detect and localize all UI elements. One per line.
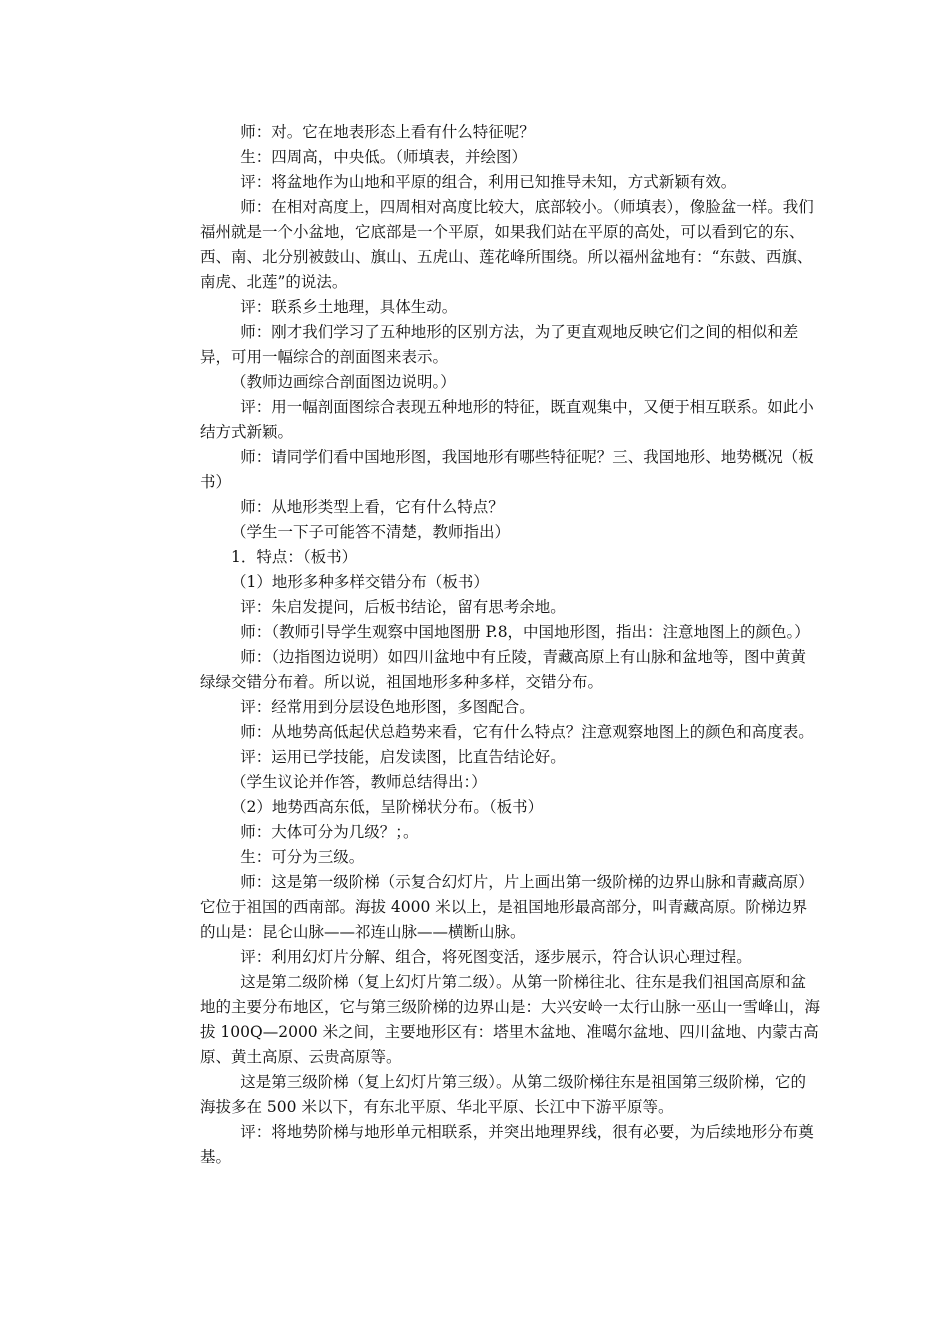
paragraph: 师：在相对高度上，四周相对高度比较大，底部较小。（师填表），像脸盆一样。我们福州就是一个小盆地，它底部是一个平原，如果我们站在平原的高处，可以看到它的东、西、南、北分别被鼓山、旗山、五虎山、莲花峰所围绕。所以福州盆地有：“东鼓、西旗、南虎、北莲”的说法。 [200, 198, 814, 291]
paragraph: 评：经常用到分层设色地形图，多图配合。 [240, 698, 535, 716]
paragraph: （1）地形多种多样交错分布（板书） [231, 573, 489, 591]
paragraph: （2）地势西高东低，呈阶梯状分布。（板书） [231, 798, 544, 816]
paragraph: 师：（边指图边说明）如四川盆地中有丘陵，青藏高原上有山脉和盆地等，图中黄黄绿绿交错分布着。所以说，祖国地形多种多样，交错分布。 [200, 648, 807, 691]
paragraph: 评：将盆地作为山地和平原的组合，利用已知推导未知，方式新颖有效。 [240, 173, 737, 191]
paragraph: 评：用一幅剖面图综合表现五种地形的特征，既直观集中，又便于相互联系。如此小结方式新颖。 [200, 398, 814, 441]
paragraph: 师：刚才我们学习了五种地形的区别方法，为了更直观地反映它们之间的相似和差异，可用一幅综合的剖面图来表示。 [200, 323, 799, 366]
paragraph: 师：大体可分为几级？；。 [240, 823, 419, 841]
paragraph: 师：（教师引导学生观察中国地图册 P.8，中国地形图，指出：注意地图上的颜色。） [240, 623, 810, 641]
paragraph: 1．特点：（板书） [231, 548, 358, 566]
paragraph: 评：朱启发提问，后板书结论，留有思考余地。 [240, 598, 566, 616]
paragraph: 师：从地形类型上看，它有什么特点？ [240, 498, 504, 516]
paragraph: 评：将地势阶梯与地形单元相联系，并突出地理界线，很有必要，为后续地形分布奠基。 [200, 1123, 814, 1166]
paragraph: 师：从地势高低起伏总趋势来看，它有什么特点？注意观察地图上的颜色和高度表。 [240, 723, 814, 741]
paragraph: 评：联系乡土地理，具体生动。 [240, 298, 458, 316]
paragraph: 生：可分为三级。 [240, 848, 365, 866]
paragraph: 这是第三级阶梯（复上幻灯片第三级）。从第二级阶梯往东是祖国第三级阶梯，它的海拔多在 500 米以下，有东北平原、华北平原、长江中下游平原等。 [200, 1073, 807, 1116]
paragraph: 这是第二级阶梯（复上幻灯片第二级）。从第一阶梯往北、往东是我们祖国高原和盆地的主要分布地区，它与第三级阶梯的边界山是：大兴安岭一太行山脉一巫山一雪峰山，海拔 100Q—2000 米之间，主要地形区有：塔里木盆地、准噶尔盆地、四川盆地、内蒙古高原、黄土高原、云贵高原等。 [200, 973, 821, 1066]
paragraph: 评：利用幻灯片分解、组合，将死图变活，逐步展示，符合认识心理过程。 [240, 948, 752, 966]
paragraph: 师：请同学们看中国地形图，我国地形有哪些特征呢？三、我国地形、地势概况（板书） [200, 448, 814, 491]
paragraph: 师：这是第一级阶梯（示复合幻灯片，片上画出第一级阶梯的边界山脉和青藏高原）它位于祖国的西南部。海拔 4000 米以上，是祖国地形最高部分，叫青藏高原。阶梯边界的山是：昆仑山脉——祁连山脉——横断山脉。 [200, 873, 814, 941]
paragraph: （学生议论并作答，教师总结得出：） [231, 773, 487, 791]
paragraph: （学生一下子可能答不清楚，教师指出） [231, 523, 511, 541]
paragraph: 师：对。它在地表形态上看有什么特征呢？ [240, 123, 535, 141]
document-body [200, 120, 820, 1170]
paragraph: 评：运用已学技能，启发读图，比直告结论好。 [240, 748, 566, 766]
paragraph: 生：四周高，中央低。（师填表，并绘图） [240, 148, 528, 166]
paragraph: （教师边画综合剖面图边说明。） [231, 373, 456, 391]
